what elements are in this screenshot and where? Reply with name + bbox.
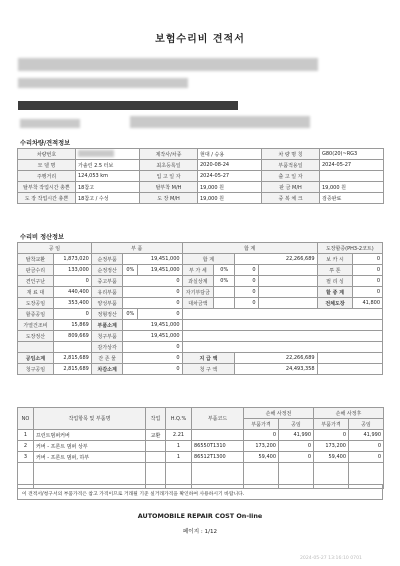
part-cell: 59,400: [314, 452, 349, 463]
part-cell: 173,200: [244, 441, 279, 452]
redacted-block: [20, 119, 80, 128]
col-header: 공임: [349, 419, 384, 430]
table-cell: 부품소계: [91, 320, 123, 331]
table-row: [18, 149, 384, 160]
table-cell: 부 가 세: [182, 265, 214, 276]
part-cell: 교환: [146, 430, 166, 441]
table-row: [18, 171, 384, 182]
field-value: 19,000 원: [198, 182, 262, 193]
col-header: 도장할증(PH3-2코트): [317, 243, 382, 254]
table-cell: 0: [235, 298, 258, 309]
table-row: [18, 265, 383, 276]
field-value: 2024-05-27: [198, 171, 262, 182]
table-cell: 0: [353, 265, 383, 276]
col-header: 손해 사정후: [314, 408, 384, 419]
field-value: 가솔린 2.5 터보: [76, 160, 140, 171]
table-cell: 0: [353, 287, 383, 298]
table-cell: 유리부품: [91, 287, 123, 298]
table-cell: 0: [123, 298, 182, 309]
table-cell: 19,451,000: [138, 265, 182, 276]
table-cell: [258, 287, 317, 298]
part-cell: 2.21: [166, 430, 192, 441]
table-cell: [53, 342, 91, 353]
table-cell: 22,266,689: [235, 353, 317, 364]
table-cell: [317, 353, 382, 364]
table-row: [18, 298, 383, 309]
table-row: [18, 408, 384, 419]
field-label: 탈부착 M/H: [140, 182, 198, 193]
col-header: 부품가격: [314, 419, 349, 430]
table-cell: 0%: [123, 265, 138, 276]
col-header: NO: [18, 408, 34, 430]
table-row: [18, 254, 383, 265]
table-cell: 2,815,689: [53, 353, 91, 364]
table-cell: 809,669: [53, 331, 91, 342]
table-row: [18, 441, 384, 452]
table-cell: 과실상계: [182, 276, 214, 287]
part-cell: 0: [349, 441, 384, 452]
part-cell: 0: [244, 430, 279, 441]
field-label: 중 복 체 크: [262, 193, 320, 204]
part-cell: 커버 - 프론트 범퍼, 하부: [34, 452, 146, 463]
col-header: 부 품: [91, 243, 182, 254]
table-row: [18, 452, 384, 463]
field-value: [320, 171, 384, 182]
field-value: [76, 149, 140, 160]
table-row: [18, 430, 384, 441]
table-cell: 22,266,689: [235, 254, 317, 265]
table-cell: 0: [353, 254, 383, 265]
table-cell: [182, 309, 382, 320]
part-cell: 1: [18, 430, 34, 441]
redacted-block: [18, 58, 318, 71]
table-cell: 440,400: [53, 287, 91, 298]
table-cell: 청구공임: [18, 364, 54, 375]
section-heading-vehicle: 수리차량/견적정보: [20, 140, 71, 147]
table-cell: [182, 331, 382, 342]
part-cell: 173,200: [314, 441, 349, 452]
field-label: 최초등록일: [140, 160, 198, 171]
table-row: [18, 182, 384, 193]
table-cell: 0: [235, 265, 258, 276]
table-cell: 15,869: [53, 320, 91, 331]
table-cell: 0: [53, 309, 91, 320]
table-cell: 0: [123, 276, 182, 287]
col-header: 합 계: [182, 243, 317, 254]
field-value: 124,053 km: [76, 171, 140, 182]
parts-table: [17, 407, 384, 489]
table-cell: 차감소계: [91, 364, 123, 375]
table-cell: 순정정산: [91, 265, 123, 276]
field-label: 차량번호: [18, 149, 76, 160]
table-cell: 전체도장: [317, 298, 353, 309]
table-cell: 펄 리 싱: [317, 276, 353, 287]
table-cell: 중고부품: [91, 276, 123, 287]
table-cell: 청 구 액: [182, 364, 235, 375]
redacted-block: [130, 116, 310, 128]
disclaimer-note: 이 견적서/청구서의 부품가격은 참고 가격이므로 거래될 기준 실거래가격을 확인하여 사용하시기 바랍니다.: [17, 484, 383, 500]
table-cell: [258, 276, 317, 287]
table-cell: 공임소계: [18, 353, 54, 364]
col-header: 작업항목 및 부품명: [34, 408, 146, 430]
table-cell: 0: [123, 353, 182, 364]
part-cell: 86550T1310: [192, 441, 244, 452]
table-cell: 2,815,689: [53, 364, 91, 375]
part-cell: 0: [279, 441, 314, 452]
field-value: G80(20)~RG3: [320, 149, 384, 160]
table-cell: 0: [138, 309, 182, 320]
part-cell: 프런트범퍼커버: [34, 430, 146, 441]
table-cell: 133,000: [53, 265, 91, 276]
field-label: 차 량 명 칭: [262, 149, 320, 160]
part-cell: [192, 430, 244, 441]
part-cell: 41,990: [349, 430, 384, 441]
part-cell: 0: [349, 452, 384, 463]
col-header: 공임: [279, 419, 314, 430]
table-cell: [182, 320, 382, 331]
table-row: [18, 353, 383, 364]
table-cell: 19,451,000: [123, 331, 182, 342]
part-cell: [146, 452, 166, 463]
table-cell: 0: [235, 287, 258, 298]
field-label: 출 고 일 자: [262, 171, 320, 182]
table-cell: 잔 존 물: [91, 353, 123, 364]
table-cell: 순정부품: [91, 254, 123, 265]
field-label: 입 고 일 자: [140, 171, 198, 182]
part-cell: 3: [18, 452, 34, 463]
part-cell: 41,990: [279, 430, 314, 441]
table-cell: 0%: [123, 309, 138, 320]
table-cell: 0: [235, 276, 258, 287]
table-cell: 정형정산: [91, 309, 123, 320]
table-cell: 투 톤: [317, 265, 353, 276]
table-cell: 353,400: [53, 298, 91, 309]
part-cell: 1: [166, 441, 192, 452]
part-cell: 2: [18, 441, 34, 452]
field-label: 주행거리: [18, 171, 76, 182]
table-cell: 지 급 액: [182, 353, 235, 364]
table-cell: 청구부품: [91, 331, 123, 342]
field-value: 2024-05-27: [320, 160, 384, 171]
table-row: [18, 160, 384, 171]
table-cell: [214, 298, 235, 309]
table-cell: 도장정산: [18, 331, 54, 342]
table-row: [18, 320, 383, 331]
table-cell: 견인구난: [18, 276, 54, 287]
table-cell: 24,493,358: [235, 364, 317, 375]
field-value: 현대 / 승용: [198, 149, 262, 160]
table-cell: 합 계: [182, 254, 235, 265]
table-cell: [258, 265, 317, 276]
table-cell: 감가상각: [91, 342, 123, 353]
field-label: 모 델 명: [18, 160, 76, 171]
print-timestamp: 2024-05-27 13:16:10 0701: [300, 556, 362, 561]
table-cell: 0: [123, 342, 182, 353]
col-header: 부품가격: [244, 419, 279, 430]
field-label: 판 금 M/H: [262, 182, 320, 193]
table-cell: 판금수리: [18, 265, 54, 276]
field-label: 탈부착 작업시간 총쁜: [18, 182, 76, 193]
table-cell: 0: [53, 276, 91, 287]
part-cell: [146, 441, 166, 452]
table-cell: 보 카 시: [317, 254, 353, 265]
table-cell: 양성부품: [91, 298, 123, 309]
field-value: 19,000 원: [320, 182, 384, 193]
field-label: 부품적용일: [262, 160, 320, 171]
table-cell: [258, 298, 317, 309]
table-cell: 0: [123, 287, 182, 298]
table-cell: 1,873,020: [53, 254, 91, 265]
table-row: [18, 364, 383, 375]
table-row: [18, 193, 384, 204]
col-header: 손해 사정전: [244, 408, 314, 419]
table-cell: 19,451,000: [123, 254, 182, 265]
field-value: 검증완료: [320, 193, 384, 204]
table-cell: 도장공임: [18, 298, 54, 309]
table-row: [18, 243, 383, 254]
field-value: 18참고 / 수성: [76, 193, 140, 204]
table-cell: 자기부담금: [182, 287, 214, 298]
part-cell: 86512T1300: [192, 452, 244, 463]
page-indicator: 페이지 : 1/12: [182, 529, 218, 535]
field-value: 18참고: [76, 182, 140, 193]
field-label: 제작사/차종: [140, 149, 198, 160]
field-value: 2020-08-24: [198, 160, 262, 171]
field-label: 도 장 M/H: [140, 193, 198, 204]
part-cell: 1: [166, 452, 192, 463]
table-cell: 19,451,000: [123, 320, 182, 331]
part-cell: 59,400: [244, 452, 279, 463]
col-header: H.Q.%: [166, 408, 192, 430]
table-cell: [18, 342, 54, 353]
table-cell: 탈착교환: [18, 254, 54, 265]
settlement-table: [17, 242, 383, 375]
table-row: [18, 309, 383, 320]
table-row: [18, 287, 383, 298]
table-cell: [214, 287, 235, 298]
part-cell: 0: [314, 430, 349, 441]
field-value: 19,000 원: [198, 193, 262, 204]
table-cell: [182, 342, 382, 353]
table-row: [18, 331, 383, 342]
table-row: [18, 342, 383, 353]
table-cell: 0%: [214, 276, 235, 287]
table-cell: 할 증 계: [317, 287, 353, 298]
col-header: 작업: [146, 408, 166, 430]
redacted-bar: [18, 101, 238, 110]
table-cell: 0: [353, 276, 383, 287]
table-cell: 가열건조비: [18, 320, 54, 331]
table-cell: 0%: [214, 265, 235, 276]
table-cell: 재 료 대: [18, 287, 54, 298]
part-cell: 0: [279, 452, 314, 463]
table-cell: 대차금액: [182, 298, 214, 309]
col-header: 부품코드: [192, 408, 244, 430]
table-cell: 0: [123, 364, 182, 375]
table-row: [18, 276, 383, 287]
part-cell: 커버 - 프론트 범퍼 상부: [34, 441, 146, 452]
footer-title: AUTOMOBILE REPAIR COST On-line: [137, 512, 263, 520]
redacted-block: [18, 78, 188, 88]
table-cell: [317, 364, 382, 375]
vehicle-info-table: [17, 148, 384, 204]
table-cell: 41,800: [353, 298, 383, 309]
col-header: 공 임: [18, 243, 92, 254]
field-label: 도 장 작업시간 총쁜: [18, 193, 76, 204]
document-title: 보험수리비 견적서: [155, 34, 245, 45]
section-heading-settlement: 수리비 정산정보: [20, 234, 64, 241]
table-cell: 할증공임: [18, 309, 54, 320]
